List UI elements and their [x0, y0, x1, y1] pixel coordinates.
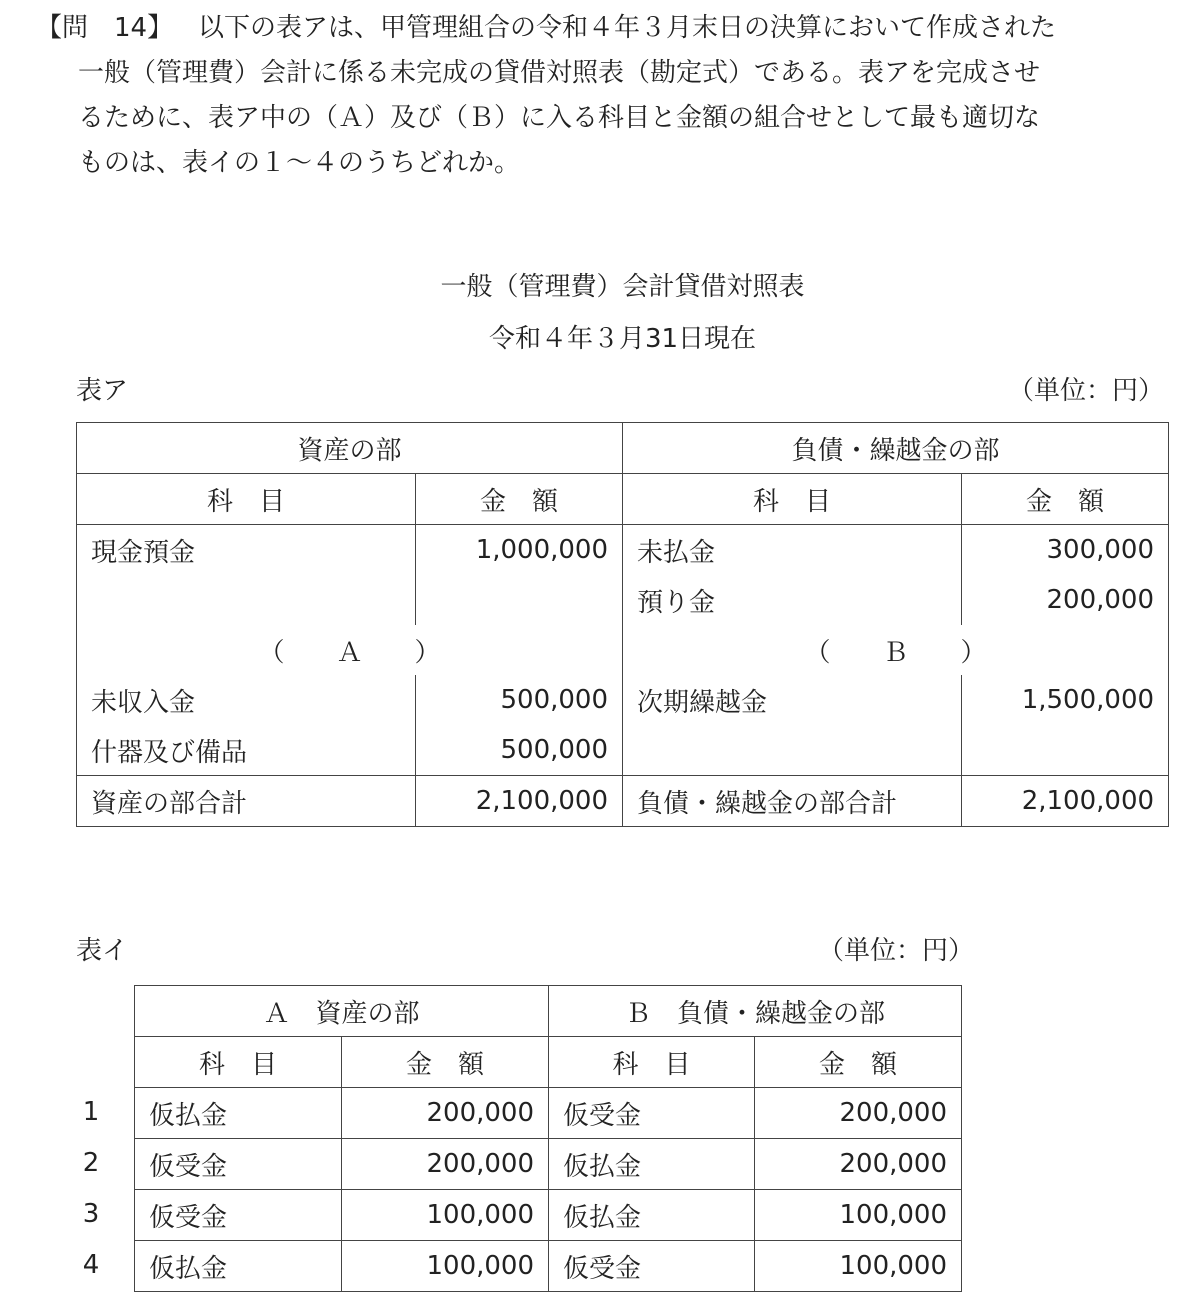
liability-amount: 200,000	[962, 575, 1169, 625]
choice-b-amount: 100,000	[755, 1190, 962, 1241]
assets-total-amount: 2,100,000	[416, 776, 623, 827]
choice-number: 1	[82, 1097, 100, 1127]
choice-a-name: 仮払金	[135, 1088, 342, 1139]
choice-number: 2	[82, 1148, 100, 1178]
asset-name: 未収入金	[77, 675, 416, 725]
choice-a-amount: 200,000	[342, 1088, 549, 1139]
choices-col-account-b: 科 目	[549, 1037, 755, 1088]
table-i-unit: （単位：円）	[818, 936, 975, 966]
asset-amount: 1,000,000	[416, 525, 623, 576]
question-line-3: るために、表ア中の（Ａ）及び（Ｂ）に入る科目と金額の組合せとして最も適切な	[78, 103, 1041, 133]
balance-sheet-table	[76, 422, 1169, 827]
blank-a: （ Ａ ）	[77, 625, 623, 675]
table-header-row	[77, 423, 1169, 474]
choice-a-amount: 100,000	[342, 1190, 549, 1241]
choice-a-name: 仮払金	[135, 1241, 342, 1292]
choice-b-name: 仮払金	[549, 1190, 755, 1241]
question-line	[36, 6, 1176, 51]
choice-a-name: 仮受金	[135, 1139, 342, 1190]
choice-number: 4	[82, 1250, 100, 1280]
table-row	[77, 525, 1169, 576]
question-line-2: 一般（管理費）会計に係る未完成の貸借対照表（勘定式）である。表アを完成させ	[78, 58, 1041, 88]
choice-b-amount: 100,000	[755, 1241, 962, 1292]
choice-b-amount: 200,000	[755, 1139, 962, 1190]
asset-name	[77, 575, 416, 625]
col-amount-assets: 金 額	[416, 474, 623, 525]
question-text	[36, 6, 1176, 186]
col-amount-liabilities: 金 額	[962, 474, 1169, 525]
table-a-label: 表ア	[76, 376, 129, 406]
asset-amount: 500,000	[416, 675, 623, 725]
liabilities-total-label: 負債・繰越金の部合計	[623, 776, 962, 827]
col-account-liabilities: 科 目	[623, 474, 962, 525]
balance-sheet-title: 一般（管理費）会計貸借対照表	[440, 272, 805, 302]
choice-row	[135, 1139, 962, 1190]
table-a-unit: （単位：円）	[1007, 376, 1164, 406]
col-account-assets: 科 目	[77, 474, 416, 525]
choice-row	[135, 1088, 962, 1139]
assets-header: 資産の部	[77, 423, 623, 474]
table-row-blank	[77, 625, 1169, 675]
balance-sheet-date: 令和４年３月31日現在	[488, 324, 757, 354]
choice-a-amount: 200,000	[342, 1139, 549, 1190]
question-number: 【問 14】	[36, 13, 174, 43]
question-line-4: ものは、表イの１～４のうちどれか。	[78, 148, 521, 178]
question-line-1: 以下の表アは、甲管理組合の令和４年３月末日の決算において作成された	[198, 13, 1057, 43]
choice-b-amount: 200,000	[755, 1088, 962, 1139]
choice-b-name: 仮受金	[549, 1241, 755, 1292]
liability-amount: 1,500,000	[962, 675, 1169, 725]
column-header-row	[77, 474, 1169, 525]
choice-number: 3	[82, 1199, 100, 1229]
liability-name	[623, 725, 962, 776]
choices-col-amount-a: 金 額	[342, 1037, 549, 1088]
choices-b-header: Ｂ 負債・繰越金の部	[549, 986, 962, 1037]
table-i-label: 表イ	[76, 936, 129, 966]
liability-amount	[962, 725, 1169, 776]
total-row	[77, 776, 1169, 827]
choices-col-amount-b: 金 額	[755, 1037, 962, 1088]
liabilities-total-amount: 2,100,000	[962, 776, 1169, 827]
choice-b-name: 仮払金	[549, 1139, 755, 1190]
liabilities-header: 負債・繰越金の部	[623, 423, 1169, 474]
asset-name: 什器及び備品	[77, 725, 416, 776]
liability-name: 預り金	[623, 575, 962, 625]
choice-row	[135, 1241, 962, 1292]
table-row	[77, 675, 1169, 725]
assets-total-label: 資産の部合計	[77, 776, 416, 827]
asset-name: 現金預金	[77, 525, 416, 576]
liability-name: 次期繰越金	[623, 675, 962, 725]
choice-row	[135, 1190, 962, 1241]
choice-a-name: 仮受金	[135, 1190, 342, 1241]
liability-name: 未払金	[623, 525, 962, 576]
asset-amount	[416, 575, 623, 625]
choices-col-account-a: 科 目	[135, 1037, 342, 1088]
table-row	[77, 725, 1169, 776]
blank-b: （ Ｂ ）	[623, 625, 1169, 675]
asset-amount: 500,000	[416, 725, 623, 776]
table-row	[77, 575, 1169, 625]
choice-b-name: 仮受金	[549, 1088, 755, 1139]
choices-table	[134, 985, 962, 1292]
choices-header-row	[135, 986, 962, 1037]
choice-a-amount: 100,000	[342, 1241, 549, 1292]
choices-a-header: Ａ 資産の部	[135, 986, 549, 1037]
choices-column-header-row	[135, 1037, 962, 1088]
liability-amount: 300,000	[962, 525, 1169, 576]
